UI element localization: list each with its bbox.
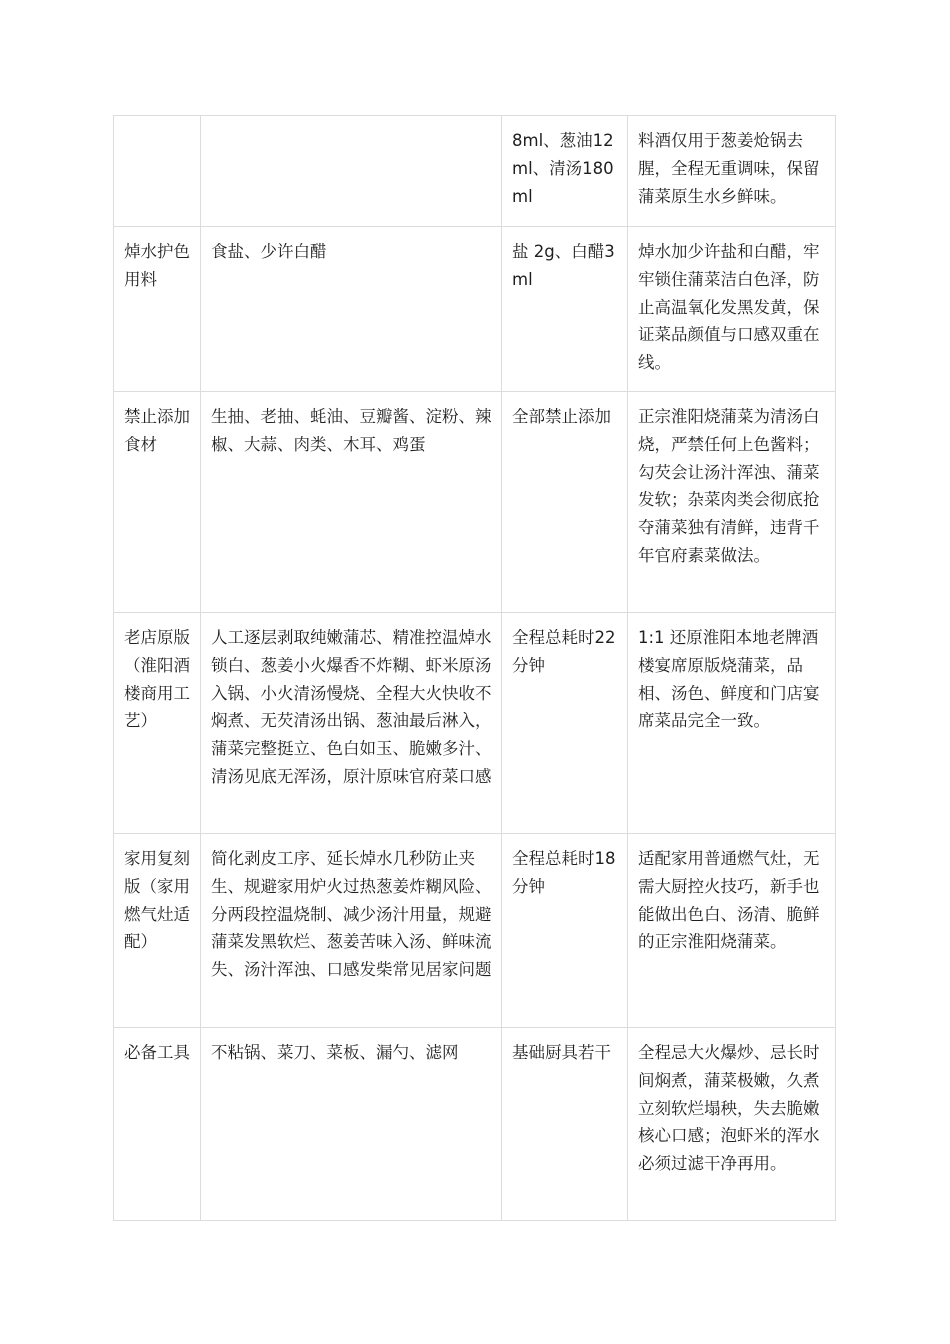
notes-cell (628, 116, 836, 227)
amount-text: 基础厨具若干 (512, 1043, 611, 1062)
notes-cell (628, 392, 836, 613)
category-cell (114, 1028, 201, 1221)
category-cell (114, 834, 201, 1028)
notes-text: 正宗淮阳烧蒲菜为清汤白烧，严禁任何上色酱料；勾芡会让汤汁浑浊、蒲菜发软；杂菜肉类会彻底抢夺蒲菜独有清鲜，违背千年官府素菜做法。 (638, 407, 820, 565)
notes-cell (628, 1028, 836, 1221)
notes-cell (628, 227, 836, 392)
table-row (114, 834, 836, 1028)
amount-text: 全程总耗时22 分钟 (512, 628, 616, 675)
recipe-table-body (114, 116, 836, 1221)
amount-text: 盐 2g、白醋3ml (512, 242, 615, 289)
category-cell (114, 227, 201, 392)
notes-text: 焯水加少许盐和白醋，牢牢锁住蒲菜洁白色泽，防止高温氧化发黑发黄，保证菜品颜值与口感双重在线。 (638, 242, 820, 373)
ingredients-text: 不粘锅、菜刀、菜板、漏勺、滤网 (211, 1043, 459, 1062)
amount-cell (502, 116, 628, 227)
amount-cell (502, 392, 628, 613)
notes-text: 适配家用普通燃气灶，无需大厨控火技巧，新手也能做出色白、汤清、脆鲜的正宗淮阳烧蒲菜。 (638, 849, 820, 952)
category-text: 焯水护色用料 (124, 242, 190, 289)
recipe-table (113, 115, 836, 1221)
category-cell (114, 116, 201, 227)
amount-text: 全部禁止添加 (512, 407, 611, 426)
ingredients-cell (201, 227, 502, 392)
amount-cell (502, 613, 628, 834)
category-cell (114, 392, 201, 613)
table-row (114, 392, 836, 613)
amount-text: 8ml、葱油12ml、清汤180ml (512, 131, 614, 206)
notes-text: 料酒仅用于葱姜炝锅去腥，全程无重调味，保留蒲菜原生水乡鲜味。 (638, 131, 820, 206)
ingredients-cell (201, 613, 502, 834)
ingredients-text: 人工逐层剥取纯嫩蒲芯、精准控温焯水锁白、葱姜小火爆香不炸糊、虾米原汤入锅、小火清汤慢烧、全程大火快收不焖煮、无芡清汤出锅、葱油最后淋入，蒲菜完整挺立、色白如玉、脆嫩多汁、清汤见底无浑汤，原汁原味官府菜口感 (211, 628, 492, 786)
ingredients-cell (201, 834, 502, 1028)
category-text: 老店原版（淮阳酒楼商用工艺） (124, 628, 190, 731)
ingredients-text: 生抽、老抽、蚝油、豆瓣酱、淀粉、辣椒、大蒜、肉类、木耳、鸡蛋 (211, 407, 492, 454)
category-text: 必备工具 (124, 1043, 190, 1062)
amount-cell (502, 834, 628, 1028)
category-text: 禁止添加食材 (124, 407, 190, 454)
amount-text: 全程总耗时18 分钟 (512, 849, 616, 896)
ingredients-cell (201, 392, 502, 613)
table-row (114, 116, 836, 227)
amount-cell (502, 1028, 628, 1221)
ingredients-cell (201, 1028, 502, 1221)
table-row (114, 1028, 836, 1221)
notes-text: 全程忌大火爆炒、忌长时间焖煮，蒲菜极嫩，久煮立刻软烂塌秧，失去脆嫩核心口感；泡虾米的浑水必须过滤干净再用。 (638, 1043, 820, 1174)
category-text: 家用复刻版（家用燃气灶适配） (124, 849, 190, 952)
notes-cell (628, 613, 836, 834)
table-row (114, 613, 836, 834)
ingredients-text: 食盐、少许白醋 (211, 242, 327, 261)
ingredients-cell (201, 116, 502, 227)
ingredients-text: 简化剥皮工序、延长焯水几秒防止夹生、规避家用炉火过热葱姜炸糊风险、分两段控温烧制、减少汤汁用量，规避蒲菜发黑软烂、葱姜苦味入汤、鲜味流失、汤汁浑浊、口感发柴常见居家问题 (211, 849, 492, 980)
category-cell (114, 613, 201, 834)
table-row (114, 227, 836, 392)
notes-cell (628, 834, 836, 1028)
amount-cell (502, 227, 628, 392)
notes-text: 1:1 还原淮阳本地老牌酒楼宴席原版烧蒲菜，品相、汤色、鲜度和门店宴席菜品完全一致。 (638, 628, 820, 731)
